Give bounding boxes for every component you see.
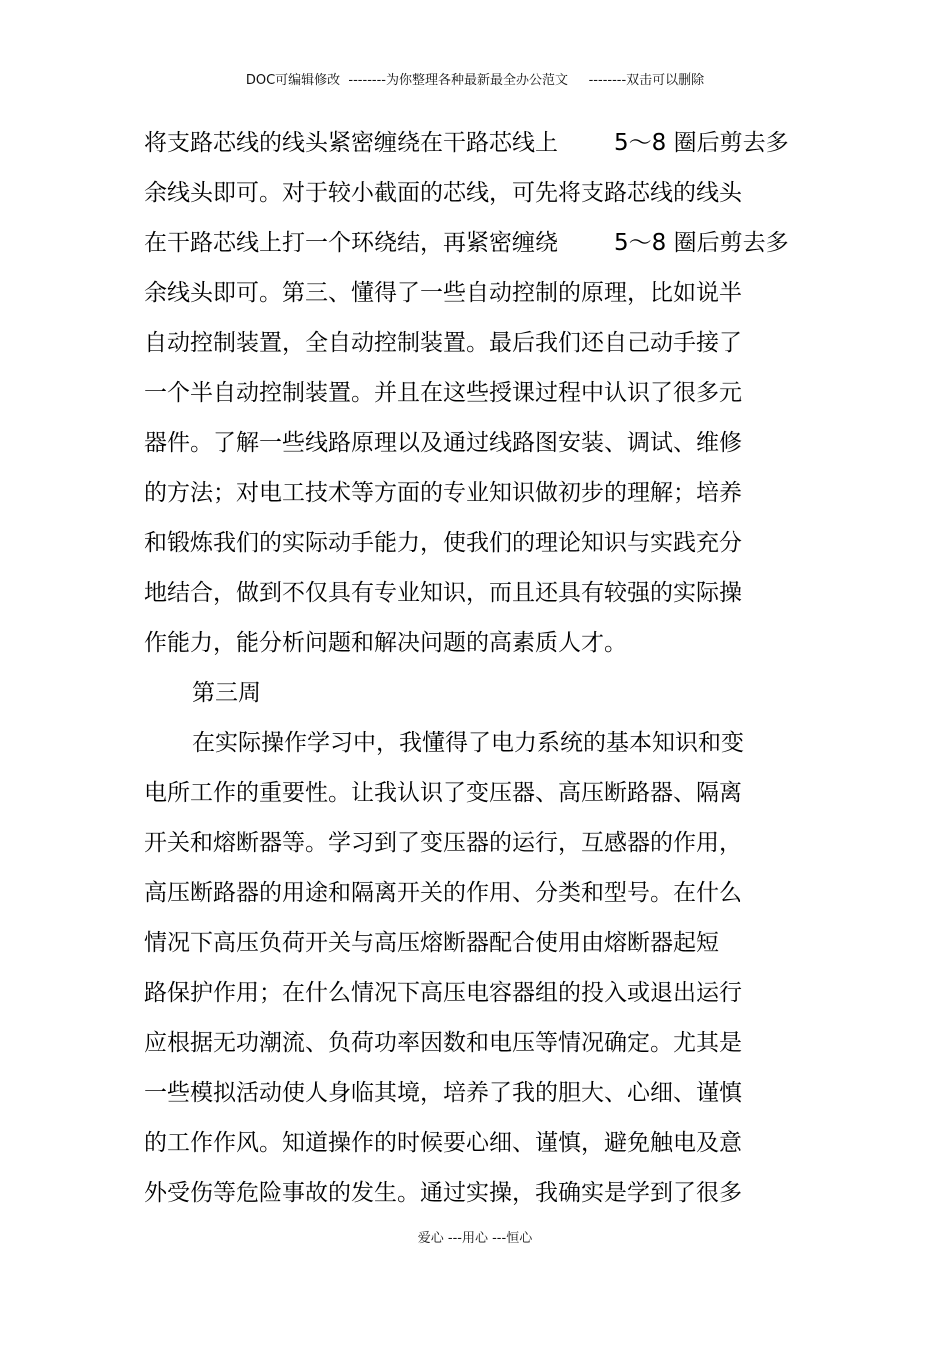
line-text: 外受伤等危险事故的发生。通过实操，我确实是学到了很多	[144, 1180, 742, 1206]
line-text: 应根据无功潮流、负荷功率因数和电压等情况确定。尤其是	[144, 1030, 742, 1056]
line-text: 开关和熔断器等。学习到了变压器的运行，互感器的作用，	[144, 830, 742, 856]
text-line	[144, 868, 824, 918]
line-text: 路保护作用；在什么情况下高压电容器组的投入或退出运行	[144, 980, 742, 1006]
text-line	[144, 518, 824, 568]
text-line	[144, 618, 824, 668]
line-text: 一个半自动控制装置。并且在这些授课过程中认识了很多元	[144, 380, 742, 406]
text-line	[144, 968, 824, 1018]
text-line	[144, 1068, 824, 1118]
line-text: 余线头即可。对于较小截面的芯线，可先将支路芯线的线头	[144, 180, 742, 206]
line-text: 一些模拟活动使人身临其境，培养了我的胆大、心细、谨慎	[144, 1080, 742, 1106]
section-heading-text: 第三周	[192, 680, 261, 706]
text-line	[144, 768, 824, 818]
page-header: DOC可编辑修改 --------为你整理各种最新最全办公范文 --------双击可以删除	[245, 73, 705, 88]
line-number-text: 5～8 圈后剪去多	[614, 230, 789, 256]
line-text: 情况下高压负荷开关与高压熔断器配合使用由熔断器起短	[144, 930, 719, 956]
text-line	[144, 318, 824, 368]
line-text: 电所工作的重要性。让我认识了变压器、高压断路器、隔离	[144, 780, 742, 806]
line-text: 将支路芯线的线头紧密缠绕在干路芯线上	[144, 130, 558, 156]
text-line	[144, 368, 824, 418]
text-line	[144, 168, 824, 218]
document-body	[144, 118, 824, 1218]
line-text: 自动控制装置，全自动控制装置。最后我们还自己动手接了	[144, 330, 742, 356]
text-line	[144, 818, 824, 868]
page-footer: 爱心 ---用心 ---恒心	[417, 1231, 533, 1246]
text-line	[144, 1018, 824, 1068]
line-text: 地结合，做到不仅具有专业知识，而且还具有较强的实际操	[144, 580, 742, 606]
line-number-text: 5～8 圈后剪去多	[614, 130, 789, 156]
text-line	[144, 568, 824, 618]
text-line	[144, 268, 824, 318]
text-line	[144, 1168, 824, 1218]
line-text: 在实际操作学习中，我懂得了电力系统的基本知识和变	[192, 730, 744, 756]
text-line	[144, 418, 824, 468]
text-line	[144, 918, 824, 968]
section-heading	[144, 668, 824, 718]
line-text: 和锻炼我们的实际动手能力，使我们的理论知识与实践充分	[144, 530, 742, 556]
text-line	[144, 468, 824, 518]
text-line	[144, 1118, 824, 1168]
line-text: 高压断路器的用途和隔离开关的作用、分类和型号。在什么	[144, 880, 742, 906]
text-line	[144, 718, 824, 768]
text-line	[144, 218, 824, 268]
line-text: 余线头即可。第三、懂得了一些自动控制的原理，比如说半	[144, 280, 742, 306]
line-text: 作能力，能分析问题和解决问题的高素质人才。	[144, 630, 627, 656]
text-line	[144, 118, 824, 168]
line-text: 的方法；对电工技术等方面的专业知识做初步的理解；培养	[144, 480, 742, 506]
line-text: 在干路芯线上打一个环绕结，再紧密缠绕	[144, 230, 558, 256]
line-text: 器件。了解一些线路原理以及通过线路图安装、调试、维修	[144, 430, 742, 456]
line-text: 的工作作风。知道操作的时候要心细、谨慎，避免触电及意	[144, 1130, 742, 1156]
